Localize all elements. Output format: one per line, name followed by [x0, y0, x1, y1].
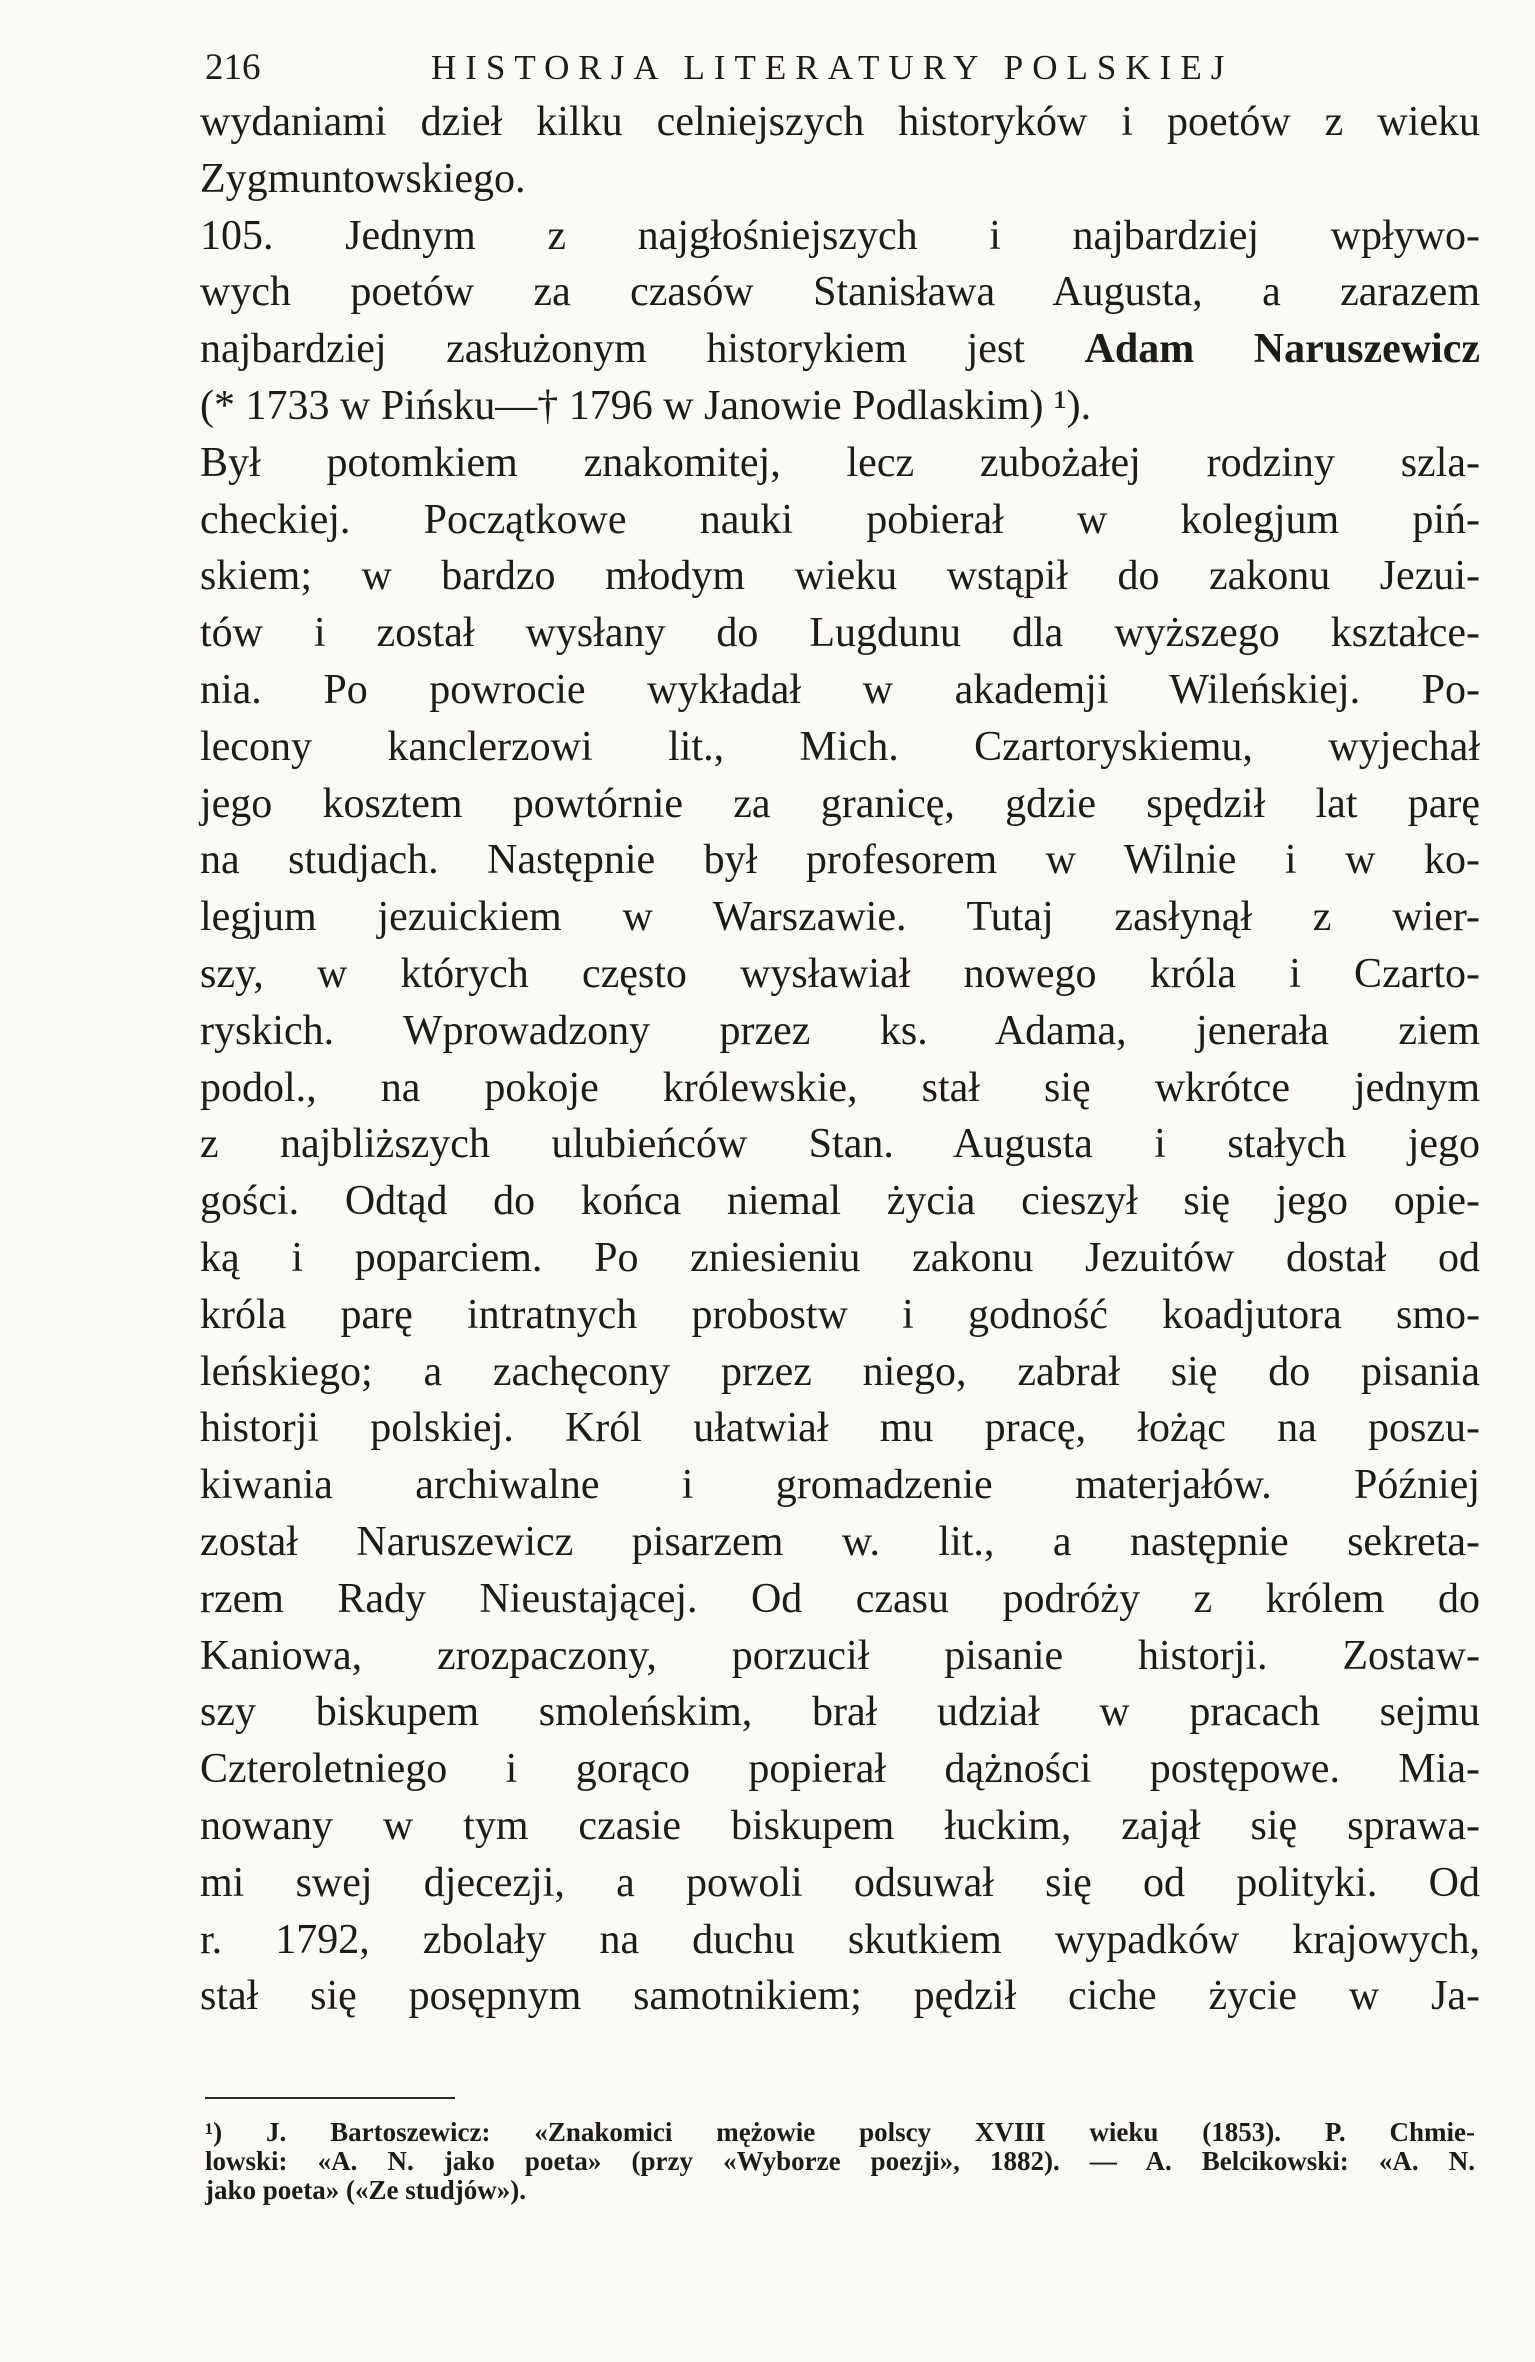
text-line: wydaniami dzieł kilku celniejszych historyków i poetów z wieku: [200, 99, 1480, 145]
text-line: nia. Po powrocie wykładał w akademji Wileńskiej. Po-: [200, 666, 1480, 713]
footnote-divider: [205, 2097, 455, 2099]
text-line: historji polskiej. Król ułatwiał mu pracę, łożąc na poszu-: [200, 1405, 1480, 1452]
text-line: Był potomkiem znakomitej, lecz zubożałej rodziny szla-: [200, 439, 1480, 486]
footnote-line: ¹) J. Bartoszewicz: «Znakomici mężowie polscy XVIII wieku (1853). P. Chmie-: [205, 2117, 1475, 2147]
text-line: skiem; w bardzo młodym wieku wstąpił do zakonu Jezui-: [200, 553, 1480, 600]
text-line: tów i został wysłany do Lugdunu dla wyższego kształce-: [200, 610, 1480, 657]
running-head: HISTORJA LITERATURY POLSKIEJ: [431, 48, 1234, 87]
text-line: stał się posępnym samotnikiem; pędził ciche życie w Ja-: [200, 1973, 1480, 2020]
text-line: legjum jezuickiem w Warszawie. Tutaj zasłynął z wier-: [200, 894, 1480, 941]
text-line: Kaniowa, zrozpaczony, porzucił pisanie historji. Zostaw-: [200, 1632, 1480, 1679]
text-line: jego kosztem powtórnie za granicę, gdzie spędził lat parę: [200, 780, 1480, 827]
body-text: [200, 94, 1480, 2025]
text-line: ką i poparciem. Po zniesieniu zakonu Jezuitów dostał od: [200, 1234, 1480, 1281]
text-line: leńskiego; a zachęcony przez niego, zabrał się do pisania: [200, 1348, 1480, 1395]
text-line: lecony kanclerzowi lit., Mich. Czartoryskiemu, wyjechał: [200, 723, 1480, 770]
text-line: z najbliższych ulubieńców Stan. Augusta i stałych jego: [200, 1121, 1480, 1168]
page-header: [205, 46, 1475, 96]
text-line: rzem Rady Nieustającej. Od czasu podróży z królem do: [200, 1575, 1480, 1622]
text-line: podol., na pokoje królewskie, stał się wkrótce jednym: [200, 1064, 1480, 1111]
text-line: mi swej djecezji, a powoli odsuwał się od polityki. Od: [200, 1859, 1480, 1906]
footnote-line: jako poeta» («Ze studjów»).: [205, 2175, 526, 2205]
text-line: ryskich. Wprowadzony przez ks. Adama, jenerała ziem: [200, 1007, 1480, 1054]
text-line: (* 1733 w Pińsku—† 1796 w Janowie Podlaskim) ¹).: [200, 382, 1092, 429]
text-line: Czteroletniego i gorąco popierał dążności postępowe. Mia-: [200, 1746, 1480, 1793]
paragraph-105-start: 105. Jednym z najgłośniejszych i najbardziej wpływo-: [200, 212, 1480, 259]
text-line: szy biskupem smoleńskim, brał udział w pracach sejmu: [200, 1689, 1480, 1736]
text-line: wych poetów za czasów Stanisława Augusta, a zarazem: [200, 269, 1480, 316]
text-line: na studjach. Następnie był profesorem w Wilnie i w ko-: [200, 837, 1480, 884]
text-line: szy, w których często wysławiał nowego króla i Czarto-: [200, 950, 1480, 997]
text-line: Zygmuntowskiego.: [200, 155, 526, 202]
footnotes: [205, 2118, 1475, 2205]
text-line: nowany w tym czasie biskupem łuckim, zajął się sprawa-: [200, 1802, 1480, 1849]
page-number: 216: [205, 47, 261, 88]
text-line: r. 1792, zbolały na duchu skutkiem wypadków krajowych,: [200, 1916, 1480, 1963]
footnote-line: lowski: «A. N. jako poeta» (przy «Wyborze poezji», 1882). — A. Belcikowski: «A. N.: [205, 2146, 1475, 2176]
author-name: Adam Naruszewicz: [1084, 326, 1481, 373]
text-line-with-name: [200, 321, 1480, 378]
text-line: checkiej. Początkowe nauki pobierał w kolegjum piń-: [200, 496, 1480, 543]
text-fragment: najbardziej zasłużonym historykiem jest: [200, 326, 1085, 373]
text-line: kiwania archiwalne i gromadzenie materjałów. Później: [200, 1462, 1480, 1509]
text-line: króla parę intratnych probostw i godność koadjutora smo-: [200, 1291, 1480, 1338]
text-line: został Naruszewicz pisarzem w. lit., a następnie sekreta-: [200, 1518, 1480, 1565]
text-line: gości. Odtąd do końca niemal życia cieszył się jego opie-: [200, 1178, 1480, 1225]
